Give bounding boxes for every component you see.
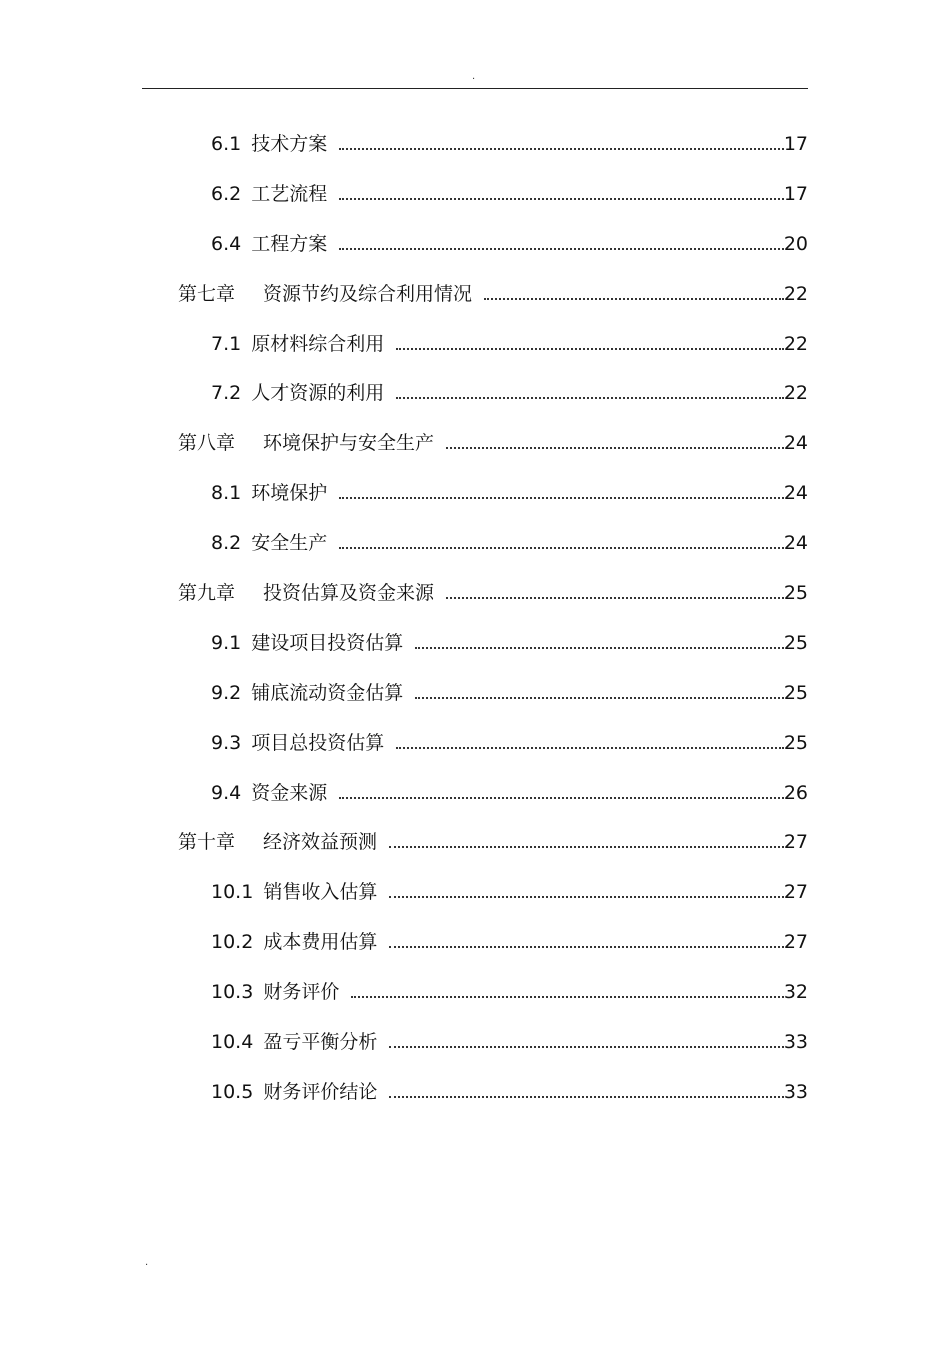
toc-entry-title: 销售收入估算 [263, 881, 378, 904]
toc-entry-page: 17 [783, 133, 808, 155]
toc-entry-number: 第九章 [178, 582, 236, 605]
toc-entry[interactable] [0, 168, 950, 218]
toc-entry[interactable] [0, 367, 950, 417]
toc-entry[interactable] [0, 1016, 950, 1066]
toc-entry-page: 24 [783, 432, 808, 455]
toc-dot-leader [389, 828, 784, 848]
toc-entry-title: 项目总投资估算 [251, 731, 385, 754]
toc-entry[interactable] [0, 467, 950, 517]
toc-entry-number: 9.3 [211, 731, 242, 754]
toc-dot-leader [446, 429, 784, 449]
toc-entry-number: 7.1 [211, 332, 242, 355]
toc-entry-title: 人才资源的利用 [251, 382, 385, 405]
toc-entry[interactable] [0, 767, 950, 817]
toc-dot-leader [339, 230, 784, 250]
toc-entry-number: 9.2 [211, 681, 242, 704]
toc-entry-page: 25 [783, 731, 808, 754]
toc-entry[interactable] [0, 517, 950, 567]
toc-dot-leader [339, 779, 784, 799]
toc-entry-title: 投资估算及资金来源 [263, 582, 435, 605]
toc-entry[interactable] [0, 816, 950, 866]
toc-dot-leader [484, 280, 784, 300]
toc-entry-title: 原材料综合利用 [251, 332, 385, 355]
toc-entry-number: 第七章 [178, 282, 236, 305]
toc-entry-page: 33 [783, 1080, 808, 1103]
toc-entry-number: 10.3 [211, 981, 254, 1004]
toc-dot-leader [351, 978, 784, 998]
toc-entry[interactable] [0, 1066, 950, 1116]
toc-dot-leader [396, 729, 784, 749]
toc-entry-page: 22 [783, 282, 808, 305]
toc-entry-title: 安全生产 [251, 532, 328, 555]
toc-entry[interactable] [0, 717, 950, 767]
toc-entry-title: 工程方案 [251, 232, 328, 255]
toc-entry[interactable] [0, 866, 950, 916]
toc-dot-leader [339, 479, 784, 499]
toc-entry-page: 27 [783, 831, 808, 854]
header-mark: . [472, 71, 476, 82]
toc-entry-title: 经济效益预测 [263, 831, 378, 854]
toc-entry-title: 财务评价结论 [263, 1080, 378, 1103]
toc-dot-leader [339, 529, 784, 549]
toc-entry-number: 8.1 [211, 482, 242, 505]
toc-entry-page: 22 [783, 332, 808, 355]
toc-entry-page: 26 [783, 781, 808, 804]
toc-entry-title: 资源节约及综合利用情况 [263, 282, 473, 305]
toc-entry-page: 25 [783, 582, 808, 605]
header-rule [142, 88, 808, 89]
toc-entry-page: 20 [783, 232, 808, 255]
toc-entry-number: 6.1 [211, 133, 242, 155]
toc-entry-title: 工艺流程 [251, 182, 328, 205]
toc-entry-title: 财务评价 [263, 981, 340, 1004]
footer-mark: . [145, 1257, 149, 1268]
toc-dot-leader [415, 629, 784, 649]
toc-entry-number: 10.2 [211, 931, 254, 954]
toc-entry-number: 第八章 [178, 432, 236, 455]
toc-entry[interactable] [0, 966, 950, 1016]
toc-entry-page: 17 [783, 182, 808, 205]
toc-entry-title: 环境保护 [251, 482, 328, 505]
toc-entry-number: 10.5 [211, 1080, 254, 1103]
toc-entry-number: 9.4 [211, 781, 242, 804]
toc-entry[interactable] [0, 417, 950, 467]
toc-dot-leader [415, 679, 784, 699]
toc-entry-number: 10.4 [211, 1031, 254, 1054]
toc-entry[interactable] [0, 916, 950, 966]
toc-entry-title: 成本费用估算 [263, 931, 378, 954]
toc-entry[interactable] [0, 617, 950, 667]
toc-entry-title: 资金来源 [251, 781, 328, 804]
toc-dot-leader [446, 579, 784, 599]
toc-entry-number: 第十章 [178, 831, 236, 854]
toc-dot-leader [396, 330, 784, 350]
toc-entry-title: 建设项目投资估算 [251, 631, 404, 654]
toc-dot-leader [389, 1078, 784, 1098]
toc-entry[interactable] [0, 118, 950, 168]
table-of-contents [0, 118, 950, 1116]
toc-entry-title: 铺底流动资金估算 [251, 681, 404, 704]
toc-entry-page: 25 [783, 631, 808, 654]
toc-dot-leader [389, 878, 784, 898]
toc-entry-page: 24 [783, 482, 808, 505]
toc-entry[interactable] [0, 567, 950, 617]
toc-entry-title: 盈亏平衡分析 [263, 1031, 378, 1054]
toc-entry[interactable] [0, 218, 950, 268]
toc-entry-page: 27 [783, 881, 808, 904]
toc-entry-number: 6.4 [211, 232, 242, 255]
toc-dot-leader [389, 928, 784, 948]
toc-entry-page: 33 [783, 1031, 808, 1054]
toc-entry-page: 24 [783, 532, 808, 555]
toc-entry[interactable] [0, 667, 950, 717]
toc-entry-number: 10.1 [211, 881, 254, 904]
toc-entry[interactable] [0, 268, 950, 318]
toc-entry-page: 27 [783, 931, 808, 954]
toc-dot-leader [339, 130, 784, 150]
toc-dot-leader [389, 1028, 784, 1048]
toc-entry-number: 8.2 [211, 532, 242, 555]
toc-entry[interactable] [0, 318, 950, 368]
toc-entry-number: 9.1 [211, 631, 242, 654]
toc-entry-page: 32 [783, 981, 808, 1004]
toc-entry-number: 7.2 [211, 382, 242, 405]
toc-entry-title: 环境保护与安全生产 [263, 432, 435, 455]
toc-entry-page: 22 [783, 382, 808, 405]
toc-entry-page: 25 [783, 681, 808, 704]
toc-dot-leader [396, 379, 784, 399]
toc-entry-title: 技术方案 [251, 133, 328, 155]
toc-entry-number: 6.2 [211, 182, 242, 205]
toc-dot-leader [339, 180, 784, 200]
